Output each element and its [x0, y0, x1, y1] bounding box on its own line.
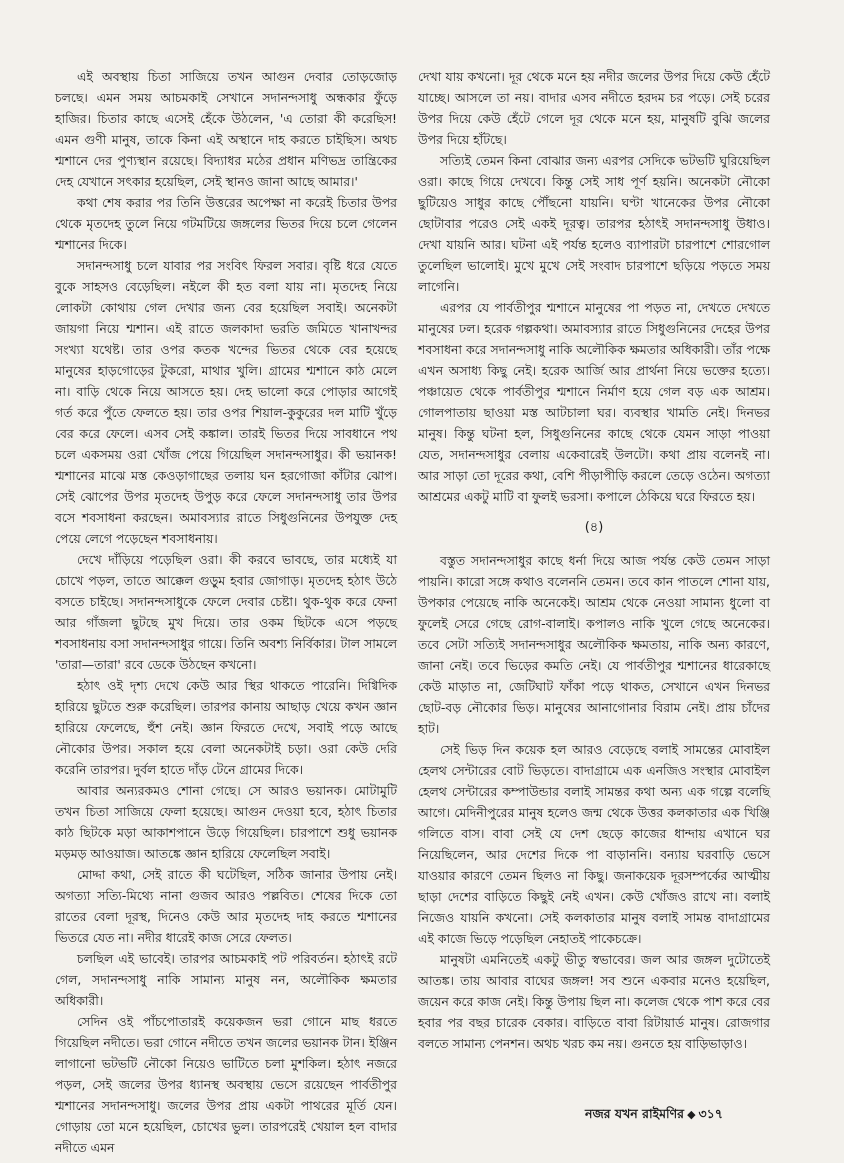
paragraph: এরপর যে পার্বতীপুর শ্মশানে মানুষের পা পড়ত না, দেখতে দেখতে মানুষের ঢল। হরেক গল্পকথা। অমাবস্যার রাতে সিধুগুনিনের দেহের উপর শবসাধনা করে সদানন্দসাধু নাকি অলৌকিক ক্ষমতার অধিকারী। তাঁর পক্ষে এখন অসাধ্য কিছু নেই। হরেক আর্জি আর প্রার্থনা নিয়ে ভক্তের হত্যে। পঞ্চায়েত থেকে পার্বতীপুর শ্মশানে নির্মাণ হয়ে গেল বড় এক আশ্রম। গোলপাতায় ছাওয়া মস্ত আটচালা ঘর। ব্যবস্থার খামতি নেই। দিনভর মানুষ। কিন্তু ঘটনা হল, সিধুগুনিনের কাছে থেকে যেমন সাড়া পাওয়া যেত, সদানন্দসাধুর বেলায় একেবারেই উলটো। কথা প্রায় বলেনই না। আর সাড়া তো দূরের কথা, বেশি পীড়াপীড়ি করলে তেড়ে ওঠেন। অগত্যা আশ্রমের একটু মাটি বা ফুলই ভরসা। কপালে ঠেকিয়ে ঘরে ফিরতে হয়। [418, 300, 770, 504]
paragraph: সেদিন ওই পাঁচপোতারই কয়েকজন ভরা গোনে মাছ ধরতে গিয়েছিল নদীতে। ভরা গোনে নদীতে তখন জলের ভয়ানক টান। ইঞ্জিন লাগানো ভটভটি নৌকো নিয়েও ভাটিতে চলা মুশকিল। হঠাৎ নজরে পড়ল, সেই জলের উপর ধ্যানস্থ অবস্থায় ভেসে রয়েছেন পার্বতীপুর শ্মশানের সদানন্দসাধু। জলের উপর প্রায় একটা পাথরের মূর্তি যেন। গোড়ায় তো মনে হয়েছিল, চোখের ভুল। তারপরেই খেয়াল হল বাদার নদীতে এমন [55, 1014, 397, 1155]
paragraph: মোদ্দা কথা, সেই রাতে কী ঘটেছিল, সঠিক জানার উপায় নেই। অগত্যা সত্যি-মিথ্যে নানা গুজব আরও পল্লবিত। শেষের দিকে তো রাতের বেলা দূরস্থ, দিনেও কেউ আর মৃতদেহ দাহ করতে শ্মশানের ভিতরে যেত না। নদীর ধারেই কাজ সেরে ফেলত। [55, 867, 397, 945]
book-title: নজর যখন রাইমণির [585, 1106, 685, 1121]
paragraph: চলছিল এই ভাবেই। তারপর আচমকাই পট পরিবর্তন। হঠাৎই রটে গেল, সদানন্দসাধু নাকি সামান্য মানুষ নন, অলৌকিক ক্ষমতার অধিকারী। [55, 951, 397, 1008]
section-number: (৪) [584, 520, 604, 535]
right-column [418, 66, 770, 1054]
paragraph: বস্তুত সদানন্দসাধুর কাছে ধর্না দিয়ে আজ পর্যন্ত কেউ তেমন সাড়া পায়নি। কারো সঙ্গে কথাও বলেননি তেমন। তবে কান পাতলে শোনা যায়, উপকার পেয়েছে নাকি অনেকেই। আশ্রম থেকে নেওয়া সামান্য ধুলো বা ফুলেই সেরে গেছে রোগ-বালাই। কপালও নাকি খুলে গেছে অনেকের। তবে সেটা সত্যিই সদানন্দসাধুর অলৌকিক ক্ষমতায়, নাকি অন্য কারণে, জানা নেই। তবে ভিড়ের কমতি নেই। যে পার্বতীপুর শ্মশানের ধারেকাছে কেউ মাড়াত না, জেটিঘাট ফাঁকা পড়ে থাকত, সেখানে এখন দিনভর ছোট-বড় নৌকোর ভিড়। মানুষের আনাগোনার বিরাম নেই। প্রায় চাঁদের হাট। [418, 553, 770, 736]
paragraph: মানুষটা এমনিতেই একটু ভীতু স্বভাবের। জল আর জঙ্গল দুটোতেই আতঙ্ক। তায় আবার বাঘের জঙ্গল! সব শুনে একবার মনেও হয়েছিল, জয়েন করে কাজ নেই। কিন্তু উপায় ছিল না। কলেজ থেকে পাশ করে বের হবার পর বছর চারেক বেকার। বাড়িতে বাবা রিটায়ার্ড মানুষ। রোজগার বলতে সামান্য পেনশন। অথচ খরচ কম নয়। গুনতে হয় বাড়িভাড়াও। [418, 952, 770, 1051]
left-column [55, 66, 397, 1158]
paragraph: সেই ভিড় দিন কয়েক হল আরও বেড়েছে বলাই সামন্তের মোবাইল হেলথ সেন্টারের বোট ভিড়তে। বাদাগ্রামে এক এনজিও সংস্থার মোবাইল হেলথ সেন্টারের কম্পাউন্ডার বলাই সামন্তর কথা অন্য এক গল্পে বলেছি আগে। মেদিনীপুরের মানুষ হলেও জন্ম থেকে উত্তর কলকাতার এক খিঞ্জি গলিতে বাস। বাবা সেই যে দেশ ছেড়ে কাজের ধান্দায় এখানে ঘর নিয়েছিলেন, আর দেশের দিকে পা বাড়াননি। বন্যায় ঘরবাড়ি ভেসে যাওয়ার কারণে তেমন ছিলও না কিছু। জনাকয়েক দূরসম্পর্কের আত্মীয় ছাড়া দেশের বাড়িতে কিছুই নেই এখন। কেউ খোঁজও রাখে না। বলাই নিজেও যায়নি কখনো। সেই কলকাতার মানুষ বলাই সামন্ত বাদাগ্রামের এই কাজে ভিড়ে পড়েছিল নেহাতই পাকেচক্রে। [418, 742, 770, 946]
paragraph: দেখে দাঁড়িয়ে পড়েছিল ওরা। কী করবে ভাবছে, তার মধ্যেই যা চোখে পড়ল, তাতে আক্কেল গুড়ুম হবার জোগাড়। মৃতদেহ হঠাৎ উঠে বসতে চাইছে। সদানন্দসাধুকে ফেলে দেবার চেষ্টা। থুক-থুক করে ফেনা আর গাঁজলা ছুটছে মুখ দিয়ে। তার ওকম ছিটকে এসে পড়ছে শবসাধনায় বসা সদানন্দসাধুর গায়ে। তিনি অবশ্য নির্বিকার। টাল সামলে 'তারা—তারা' রবে ডেকে উঠছেন কখনো। [55, 552, 397, 672]
paragraph: সদানন্দসাধু চলে যাবার পর সংবিৎ ফিরল সবার। বৃষ্টি ধরে যেতে বুকে সাহসও বেড়েছিল। নইলে কী হত বলা যায় না। মৃতদেহ নিয়ে লোকটা কোথায় গেল দেখার জন্য বের হয়েছিল সবাই। অনেকটা জায়গা নিয়ে শ্মশান। এই রাতে জলকাদা ভরতি জমিতে খানাখন্দর সংখ্যা যথেষ্ট। তার ওপর কতক খন্দের ভিতর থেকে বের হয়েছে মানুষের হাড়গোড়ের টুকরো, মাথার খুলি। গ্রামের শ্মশানে কাঠ মেলে না। বাড়ি থেকে নিয়ে আসতে হয়। দেহ ভালো করে পোড়ার আগেই গর্ত করে পুঁতে ফেলতে হয়। তার ওপর শিয়াল-কুকুরের দল মাটি খুঁড়ে বের করে ফেলে। এসব সেই কঙ্কাল। তারই ভিতর দিয়ে সাবধানে পথ চলে একসময় ওরা খোঁজ পেয়ে গিয়েছিল সদানন্দসাধুর। কী ভয়ানক! শ্মশানের মাঝে মস্ত কেওড়াগাছের তলায় ঘন হরগোজা কাঁটার ঝোপ। সেই ঝোপের উপর মৃতদেহ উপুড় করে ফেলে সদানন্দসাধু তার উপর বসে শবসাধনা করছেন। অমাবস্যার রাতে সিধুগুনিনের উপযুক্ত দেহ পেয়ে লেগে পড়েছেন শবসাধনায়। [55, 258, 397, 546]
paragraph: এই অবস্থায় চিতা সাজিয়ে তখন আগুন দেবার তোড়জোড় চলছে। এমন সময় আচমকাই সেখানে সদানন্দসাধু অন্ধকার ফুঁড়ে হাজির। চিতার কাছে এসেই হেঁকে উঠলেন, 'এ তোরা কী করেছিস! এমন গুণী মানুষ, তাকে কিনা এই অস্থানে দাহ করতে চাইছিস। অথচ শ্মশানে দের পুণ্যস্থান রয়েছে। বিদ্যাধর মঠের প্রধান মণিভদ্র তান্ত্রিকের দেহ যেখানে সৎকার হয়েছিল, সেই স্থানও জানা আছে আমার।' [55, 69, 397, 189]
paragraph: দেখা যায় কখনো। দূর থেকে মনে হয় নদীর জলের উপর দিয়ে কেউ হেঁটে যাচ্ছে। আসলে তা নয়। বাদার এসব নদীতে হরদম চর পড়ে। সেই চরের উপর দিয়ে কেউ হেঁটে গেলে দূর থেকে মনে হয়, মানুষটি বুঝি জলের উপর দিয়ে হাঁটছে। [418, 69, 770, 147]
paragraph: কথা শেষ করার পর তিনি উত্তরের অপেক্ষা না করেই চিতার উপর থেকে মৃতদেহ তুলে নিয়ে গটমটিয়ে জঙ্গলের ভিতর দিয়ে চলে গেলেন শ্মশানের দিকে। [55, 195, 397, 252]
page-footer [585, 1106, 775, 1126]
paragraph: হঠাৎ ওই দৃশ্য দেখে কেউ আর স্থির থাকতে পারেনি। দিগ্বিদিক হারিয়ে ছুটতে শুরু করেছিল। তারপর কানায় আছাড় খেয়ে কখন জ্ঞান হারিয়ে ফেলেছে, হুঁশ নেই। জ্ঞান ফিরতে দেখে, সবাই পড়ে আছে নৌকোর উপর। সকাল হয়ে বেলা অনেকটাই চড়া। ওরা কেউ দেরি করেনি তারপর। দুর্বল হাতে দাঁড় টেনে গ্রামের দিকে। [55, 678, 397, 777]
paragraph: সত্যিই তেমন কিনা বোঝার জন্য এরপর সেদিকে ভটভটি ঘুরিয়েছিল ওরা। কাছে গিয়ে দেখবে। কিন্তু সেই সাধ পূর্ণ হয়নি। অনেকটা নৌকো ছুটিয়েও সাধুর কাছে পৌঁছনো যায়নি। ঘণ্টা খানেকের উপর নৌকো ছোটাবার পরেও সেই একই দূরত্ব। তারপর হঠাৎই সদানন্দসাধু উধাও। দেখা যায়নি আর। ঘটনা এই পর্যন্ত হলেও ব্যাপারটা চারপাশে শোরগোল তুলেছিল ভালোই। মুখে মুখে সেই সংবাদ চারপাশে ছড়িয়ে পড়তে সময় লাগেনি। [418, 153, 770, 294]
page-number: ৩১৭ [698, 1106, 723, 1121]
paragraph: আবার অন্যরকমও শোনা গেছে। সে আরও ভয়ানক। মোটামুটি তখন চিতা সাজিয়ে ফেলা হয়েছে। আগুন দেওয়া হবে, হঠাৎ চিতার কাঠ ছিটকে মড়া আকাশপানে উড়ে গিয়েছিল। চারপাশে শুধু ভয়ানক মড়মড় আওয়াজ। আতঙ্কে জ্ঞান হারিয়ে ফেলেছিল সবাই। [55, 783, 397, 861]
diamond-separator-icon: ◆ [687, 1108, 696, 1121]
